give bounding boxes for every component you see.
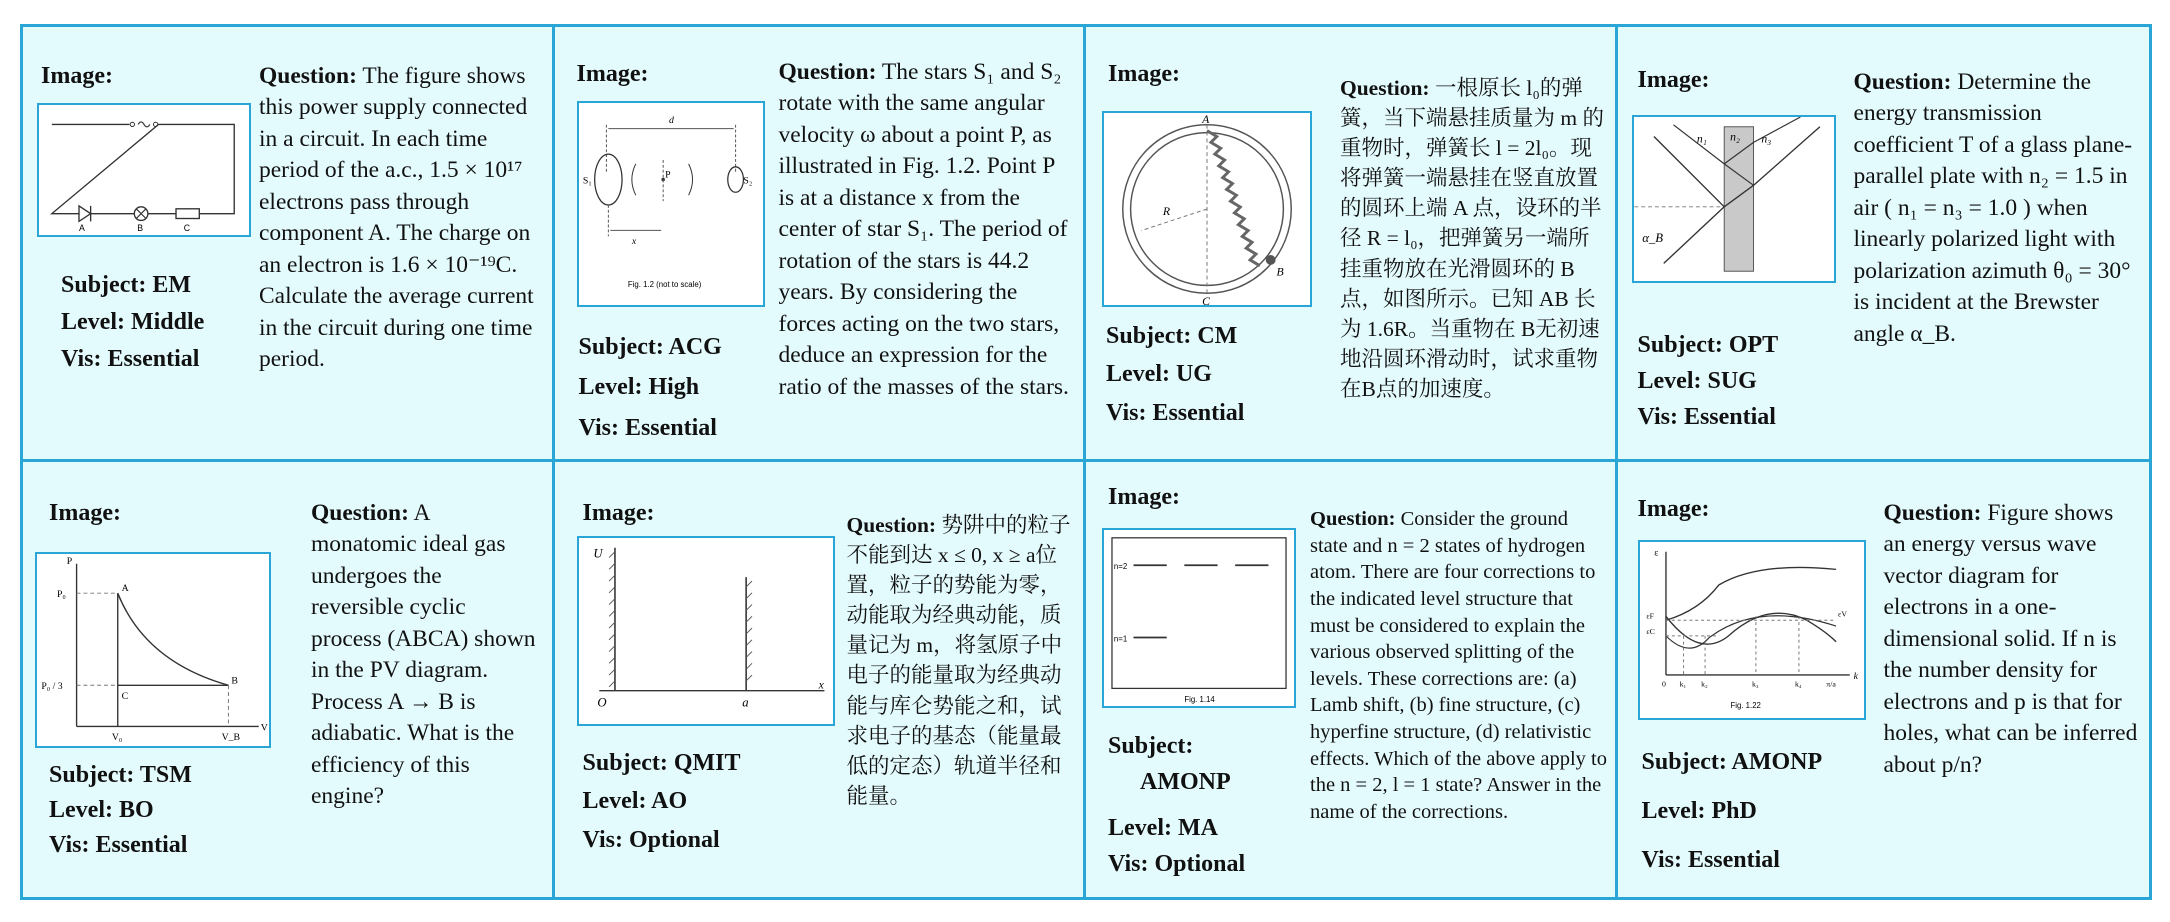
label-alpha: α_B <box>1641 230 1663 245</box>
subject: Subject: OPT <box>1637 332 1779 358</box>
question-body: 一根原长 l₀的弹簧，当下端悬挂质量为 m 的重物时，弹簧长 l = 2l₀。现将弹簧一端悬挂在竖直放置的圆环上端 A 点，设环的半径 R = l₀，把弹簧另一端所挂重物放在光滑圆环的 B 点，如图所示。已知 AB 长为 1.6R。当重物在 B无初速地沿圆环滑动时，试求重物在B点的加速度。 <box>1340 76 1604 401</box>
label-ec: εC <box>1645 626 1655 636</box>
vis: Vis: Essential <box>1637 404 1776 430</box>
question-text <box>1854 67 2136 350</box>
band-diagram-figure <box>1638 540 1866 720</box>
subject: Subject: EM <box>61 272 191 298</box>
image-label: Image: <box>41 63 113 89</box>
binary-star-figure <box>577 101 765 307</box>
label-k4: k₄ <box>1794 679 1802 689</box>
card-cm <box>1086 27 1618 462</box>
image-label: Image: <box>582 500 655 526</box>
vis: Vis: Essential <box>1641 847 1780 874</box>
question-text <box>1310 506 1610 826</box>
label-ev: εV <box>1837 609 1847 619</box>
image-label: Image: <box>1637 496 1710 522</box>
image-label: Image: <box>49 500 121 526</box>
label-n2: n₂ <box>1729 130 1740 144</box>
level: Level: MA <box>1108 815 1218 841</box>
vis: Vis: Essential <box>1106 399 1245 426</box>
potential-well-figure <box>577 536 835 726</box>
level: Level: AO <box>582 788 688 815</box>
vis: Vis: Essential <box>578 414 717 441</box>
label-p0-3: P₀ / 3 <box>41 681 63 693</box>
label-zero: 0 <box>1661 679 1666 689</box>
label-s2: S₂ <box>742 175 752 187</box>
subject-continued: AMONP <box>1140 769 1231 795</box>
label-r: R <box>1162 204 1171 218</box>
label-a: a <box>741 695 749 710</box>
question-body: The figure shows this power supply connected in a circuit. In each time period of the a.c., 1.5 × 10¹⁷ electrons pass through component A. The charge on an electron is 1.6 × 10⁻¹⁹C. Calculate the average current in the circuit during one time period. <box>259 63 534 373</box>
subject: Subject: TSM <box>49 762 192 788</box>
label-o: O <box>596 695 607 710</box>
card-acg <box>555 27 1087 462</box>
image-label: Image: <box>1108 484 1180 510</box>
level: Level: High <box>578 374 700 401</box>
question-body: A monatomic ideal gas undergoes the reversible cyclic process (ABCA) shown in the PV diagram. Process A → B is adiabatic. What is the efficiency of this engine? <box>311 500 536 810</box>
label-n2: n=2 <box>1113 562 1128 572</box>
spring-ring-figure <box>1102 111 1312 307</box>
question-label: Question: <box>1340 76 1430 100</box>
pv-diagram-figure <box>35 552 271 748</box>
circuit-figure <box>37 103 251 237</box>
label-b: B <box>231 675 238 687</box>
label-p: P <box>66 555 73 567</box>
label-a: A <box>121 583 129 595</box>
card-meta <box>49 758 192 862</box>
question-text <box>1340 73 1610 404</box>
label-n1: n₁ <box>1696 132 1707 146</box>
label-k1: k₁ <box>1679 679 1686 689</box>
card-em <box>23 27 555 462</box>
fig-caption: Fig. 1.14 <box>1184 695 1215 705</box>
card-amonp-ma <box>1086 462 1618 897</box>
subject: Subject: QMIT <box>582 750 741 776</box>
question-text <box>1884 498 2140 781</box>
image-label: Image: <box>1108 61 1180 87</box>
card-meta <box>583 744 741 859</box>
question-body: Determine the energy transmission coefficient T of a glass plane-parallel plate with n₂ = 1.5 in air ( n₁ = n₃ = 1.0 ) when linearly polarized light with polarization azimuth θ₀ = 30° is incident at the Brewster angle α_B. <box>1853 69 2133 347</box>
question-label: Question: <box>1310 508 1396 530</box>
question-text <box>259 61 549 376</box>
card-tsm <box>23 462 555 897</box>
image-label: Image: <box>1637 67 1710 93</box>
level: Level: UG <box>1106 361 1212 388</box>
subject: Subject: CM <box>1106 323 1238 349</box>
card-qmit <box>555 462 1087 897</box>
label-a: A <box>1202 113 1210 126</box>
energy-levels-figure <box>1102 528 1296 708</box>
fig-caption: Fig. 1.22 <box>1729 701 1761 711</box>
card-opt <box>1618 27 2150 462</box>
level: Level: Middle <box>61 309 205 336</box>
question-label: Question: <box>259 63 357 89</box>
label-c: C <box>183 223 191 234</box>
card-meta <box>1108 728 1245 882</box>
label-k: k <box>1853 670 1858 682</box>
glass-plate-figure <box>1632 115 1836 283</box>
subject: Subject: <box>1108 733 1194 759</box>
label-ef: εF <box>1645 611 1654 621</box>
question-body: Consider the ground state and n = 2 states of hydrogen atom. There are four corrections to the indicated level structure that must be considered to explain the various observed splitting of the levels. These corrections are: (a) Lamb shift, (b) fine structure, (c) hyperfine structure, (d) relativistic effects. Which of the above apply to the n = 2, l = 1 state? Answer in the name of the corrections. <box>1310 508 1607 824</box>
card-meta <box>61 267 204 379</box>
label-c: C <box>121 690 129 702</box>
label-s1: S₁ <box>582 175 592 187</box>
vis: Vis: Essential <box>49 831 188 858</box>
image-label: Image: <box>576 61 649 87</box>
question-label: Question: <box>1883 500 1982 526</box>
label-d: d <box>668 114 674 126</box>
vis: Vis: Optional <box>582 826 720 853</box>
label-p: P <box>664 169 671 181</box>
subject: Subject: AMONP <box>1641 749 1823 775</box>
label-pi-a: π/a <box>1825 679 1836 689</box>
level: Level: SUG <box>1637 368 1757 394</box>
question-label: Question: <box>311 500 409 526</box>
question-body: Figure shows an energy versus wave vector diagram for electrons in a one-dimensional solid. If n is the number density for electrons and p is that for holes, what can be inferred about p/n? <box>1883 500 2138 778</box>
question-text <box>311 498 537 813</box>
card-meta <box>579 327 722 448</box>
label-energy: ε <box>1653 547 1658 559</box>
label-u: U <box>592 546 603 561</box>
label-n1: n=1 <box>1113 634 1128 644</box>
question-text <box>779 57 1075 403</box>
card-meta <box>1106 317 1244 432</box>
label-b: B <box>1276 265 1284 279</box>
problem-grid <box>20 24 2152 900</box>
vis: Vis: Essential <box>61 346 200 373</box>
question-label: Question: <box>1853 69 1952 95</box>
label-v0: V₀ <box>111 732 123 744</box>
card-meta <box>1638 327 1779 435</box>
label-x: x <box>631 236 636 248</box>
subject: Subject: ACG <box>578 334 722 360</box>
question-body: 势阱中的粒子不能到达 x ≤ 0, x ≥ a位置，粒子的势能为零，动能取为经典动能，质量记为 m，将氢原子中电子的能量取为经典动能与库仑势能之和，试求电子的基态（能量最低的定态）轨道半径和能量。 <box>846 513 1071 808</box>
card-meta <box>1642 738 1823 886</box>
vis: Vis: Optional <box>1108 851 1246 877</box>
question-body: The stars S₁ and S₂ rotate with the same angular velocity ω about a point P, as illustrated in Fig. 1.2. Point P is at a distance x from the center of star S₁. The period of rotation of the stars is 44.2 years. By considering the forces acting on the two stars, deduce an expression for the ratio of the masses of the stars. <box>778 59 1069 400</box>
level: Level: BO <box>49 796 154 823</box>
question-label: Question: <box>778 59 877 85</box>
label-n3: n₃ <box>1760 132 1771 146</box>
label-x: x <box>818 678 824 692</box>
label-vb: V_B <box>221 732 241 744</box>
level: Level: PhD <box>1641 798 1757 825</box>
fig-caption: Fig. 1.2 (not to scale) <box>627 280 701 290</box>
label-b: B <box>137 223 144 234</box>
label-c: C <box>1202 295 1210 305</box>
label-a: A <box>79 223 85 234</box>
label-k2: k₂ <box>1700 679 1708 689</box>
question-text <box>847 510 1079 811</box>
label-v: V <box>260 722 268 734</box>
label-p0: P₀ <box>57 589 66 601</box>
card-amonp-phd <box>1618 462 2150 897</box>
label-k3: k₃ <box>1751 679 1759 689</box>
question-label: Question: <box>846 513 937 537</box>
